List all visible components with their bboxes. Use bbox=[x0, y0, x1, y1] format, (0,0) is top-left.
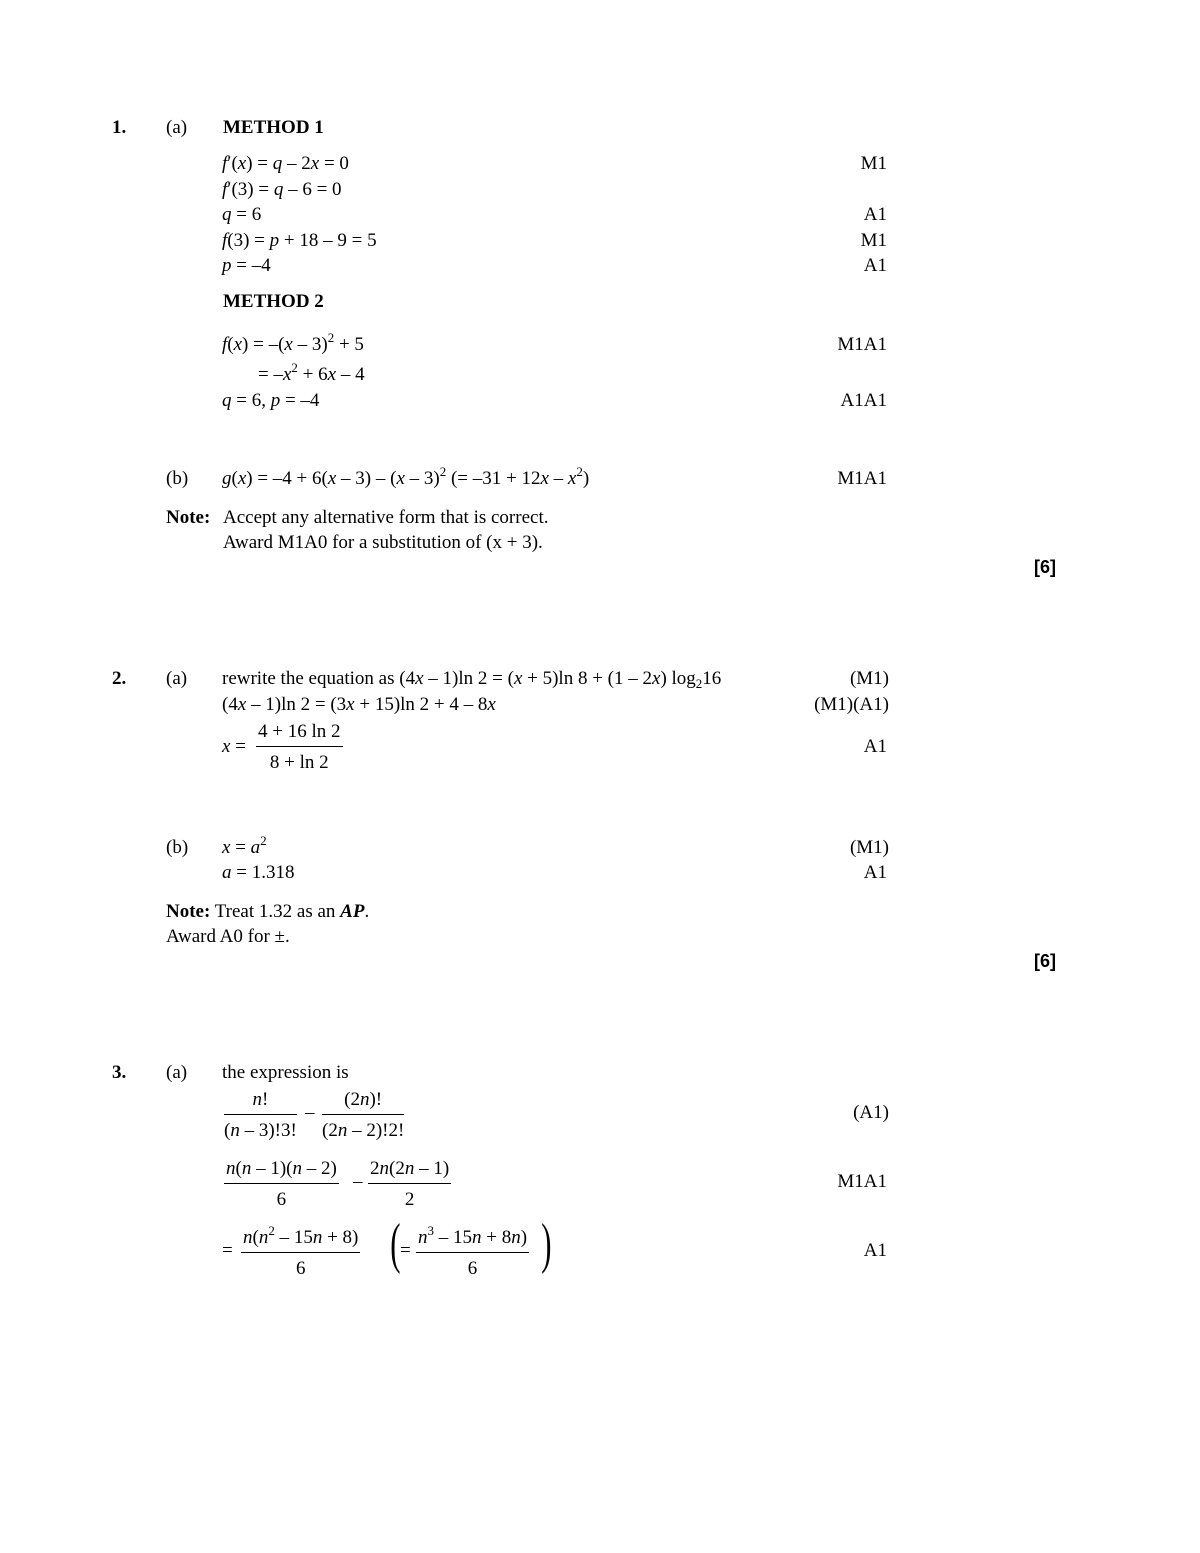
q3a-minus-2: – bbox=[353, 1171, 363, 1192]
q1a-mark-4: A1 bbox=[863, 255, 887, 276]
q1a-label: (a) bbox=[166, 117, 188, 138]
q3a-frac-4: $\frac{2n(2n - 1)}{2}$ bbox=[370, 1158, 450, 1210]
q3a-frac-1: $\frac{n!}{(n - 3)!3!}$ bbox=[224, 1089, 297, 1141]
q2b-mark-1: (M1) bbox=[849, 837, 889, 858]
q2a-label: (a) bbox=[166, 668, 188, 689]
q2a-mark-3: A1 bbox=[863, 736, 887, 757]
q1a-m2-line3: q = 6, p = –4 bbox=[222, 390, 320, 411]
q3a-mark-1: (A1) bbox=[853, 1102, 889, 1123]
q2a-x-equals: x = bbox=[222, 736, 246, 757]
q1a-m2-mark-1: M1A1 bbox=[837, 334, 887, 355]
q2b-label: (b) bbox=[166, 837, 189, 858]
q3a-frac-2: $\frac{(2n)!}{(2n - 2)!2!}$ bbox=[322, 1089, 405, 1141]
q1a-line3: q = 6 bbox=[222, 204, 262, 225]
q3a-mark-2: M1A1 bbox=[837, 1171, 887, 1192]
q1a-mark-3: M1 bbox=[860, 230, 887, 251]
q2b-note-line1: Note: Treat 1.32 as an AP. bbox=[166, 901, 370, 922]
q3a-label: (a) bbox=[166, 1062, 188, 1083]
q1b-note-line2: Award M1A0 for a substitution of (x + 3). bbox=[223, 532, 543, 553]
q1a-line4: f(3) = p + 18 – 9 = 5 bbox=[222, 230, 377, 251]
q1a-line2: f′(3) = q – 6 = 0 bbox=[222, 179, 342, 200]
q1a-method1-heading: METHOD 1 bbox=[223, 117, 324, 138]
q2b-line1: $x = a^2$ bbox=[222, 833, 267, 858]
q2a-fraction: $\frac{4 + 16 \ln 2}{8 + \ln 2}$ bbox=[258, 721, 341, 773]
q2a-line2: (4x – 1)ln 2 = (3x + 15)ln 2 + 4 – 8x bbox=[222, 694, 496, 715]
q1a-method2-heading: METHOD 2 bbox=[223, 291, 324, 312]
q2b-note-line2: Award A0 for ±. bbox=[166, 926, 290, 947]
q1b-note-line1: Accept any alternative form that is correct. bbox=[223, 507, 549, 528]
q3-number: 3. bbox=[112, 1062, 127, 1083]
q2a-mark-1: (M1) bbox=[849, 668, 889, 689]
q1a-line1: f′(x) = q – 2x = 0 bbox=[222, 153, 349, 174]
q3a-equals: = bbox=[222, 1240, 233, 1261]
q3a-mark-3: A1 bbox=[863, 1240, 887, 1261]
q1a-mark-1: M1 bbox=[860, 153, 887, 174]
q1a-m2-mark-2: A1A1 bbox=[840, 390, 887, 411]
q2b-line2: a = 1.318 bbox=[222, 862, 295, 883]
q1a-m2-line1: f(x) = –(x – 3)$^2$ + 5 bbox=[222, 330, 364, 355]
q3a-frac-6: $\frac{n^3 - 15n + 8n)}{6}$ bbox=[418, 1223, 528, 1279]
q1b-label: (b) bbox=[166, 468, 189, 489]
q1b-note-label: Note: bbox=[166, 507, 211, 528]
q3a-frac-5: $\frac{n(n^2 - 15n + 8)}{6}$ bbox=[243, 1223, 359, 1279]
q3a-inner-equals: = bbox=[400, 1240, 411, 1261]
q1b-mark: M1A1 bbox=[837, 468, 887, 489]
q3a-left-paren: ( bbox=[390, 1213, 401, 1275]
q1a-line5: p = –4 bbox=[222, 255, 271, 276]
q1b-line1: g(x) = –4 + 6(x – 3) – (x – 3)$^2$ (= $-31 + 12x - x^2$) bbox=[222, 464, 590, 489]
q2a-mark-2: (M1)(A1) bbox=[814, 694, 889, 715]
q1a-m2-line2: = $-x^2 + 6x - 4$ bbox=[258, 360, 365, 385]
q3a-intro: the expression is bbox=[222, 1062, 349, 1083]
q2-total: [6] bbox=[1034, 951, 1056, 971]
q3a-right-paren: ) bbox=[541, 1213, 552, 1275]
q2a-line1: rewrite the equation as (4x – 1)ln 2 = (x + 5)ln 8 + (1 – 2x) $\log_216$ bbox=[222, 668, 722, 691]
q1-number: 1. bbox=[112, 117, 127, 138]
q2b-mark-2: A1 bbox=[863, 862, 887, 883]
q3a-minus-1: – bbox=[305, 1102, 315, 1123]
q1a-mark-2: A1 bbox=[863, 204, 887, 225]
q3a-frac-3: $\frac{n(n - 1)(n - 2)}{6}$ bbox=[226, 1158, 337, 1210]
q1-total: [6] bbox=[1034, 557, 1056, 577]
q2-number: 2. bbox=[112, 668, 127, 689]
